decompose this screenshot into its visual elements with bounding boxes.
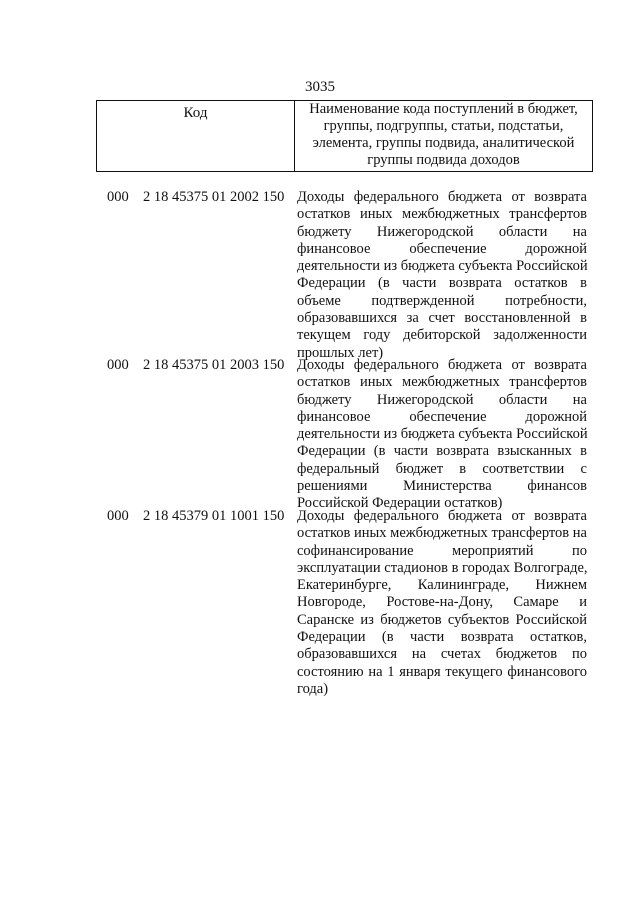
description-line: Екатеринбурге, Калининграде, Нижнем — [297, 577, 587, 594]
entry-description — [297, 508, 587, 698]
description-line: Новгороде, Ростове-на-Дону, Самаре и — [297, 594, 587, 611]
description-line: состоянию на 1 января текущего финансового — [297, 663, 587, 680]
header-name-cell: Наименование кода поступлений в бюджет, группы, подгруппы, статьи, подстатьи, элемента, группы подвида, аналитической группы подвида доходов — [309, 101, 578, 168]
description-line: Федерации (в части возврата взысканных в — [297, 443, 587, 460]
description-line: Доходы федерального бюджета от возврата — [297, 357, 587, 373]
description-line: финансовое обеспечение дорожной — [297, 408, 587, 425]
description-line: года) — [297, 680, 329, 697]
description-line: остатков иных межбюджетных трансфертов — [297, 374, 587, 391]
header-code-cell: Код — [97, 101, 295, 171]
description-line: эксплуатации стадионов в городах Волгограде, — [297, 559, 588, 576]
description-line: деятельности из бюджета субъекта Российской — [297, 258, 588, 275]
description-line: остатков иных межбюджетных трансфертов на — [297, 525, 587, 542]
description-line: Доходы федерального бюджета от возврата — [297, 508, 587, 524]
description-line: Доходы федерального бюджета от возврата — [297, 189, 587, 205]
admin-code: 000 — [107, 357, 129, 373]
admin-code: 000 — [107, 189, 129, 205]
description-line: финансовое обеспечение дорожной — [297, 240, 587, 257]
description-line: остатков иных межбюджетных трансфертов — [297, 206, 587, 223]
entry-description — [297, 189, 587, 362]
description-line: бюджету Нижегородской области на — [297, 223, 587, 240]
revenue-code: 2 18 45379 01 1001 150 — [143, 508, 285, 524]
page-number: 3035 — [305, 79, 335, 95]
description-line: объеме подтвержденной потребности, — [297, 292, 587, 309]
description-line: образовавшихся за счет восстановленной в — [297, 310, 587, 327]
description-line: текущем году дебиторской задолженности — [297, 327, 587, 344]
description-line: решениями Министерства финансов — [297, 478, 587, 495]
revenue-code: 2 18 45375 01 2002 150 — [143, 189, 285, 205]
header-table — [96, 100, 593, 172]
description-line: Федерации (в части возврата остатков, — [297, 629, 587, 646]
description-line: деятельности из бюджета субъекта Российской — [297, 426, 588, 443]
description-line: бюджету Нижегородской области на — [297, 391, 587, 408]
description-line: образовавшихся на счетах бюджетов по — [297, 646, 587, 663]
entry-description — [297, 357, 587, 513]
description-line: Федерации (в части возврата остатков в — [297, 275, 587, 292]
description-line: прошлых лет) — [297, 344, 384, 361]
description-line: федеральный бюджет в соответствии с — [297, 460, 587, 477]
description-line: Российской Федерации остатков) — [297, 495, 503, 512]
description-line: софинансирование мероприятий по — [297, 542, 587, 559]
description-line: Саранске из бюджетов субъектов Российской — [297, 611, 587, 628]
admin-code: 000 — [107, 508, 129, 524]
revenue-code: 2 18 45375 01 2003 150 — [143, 357, 285, 373]
